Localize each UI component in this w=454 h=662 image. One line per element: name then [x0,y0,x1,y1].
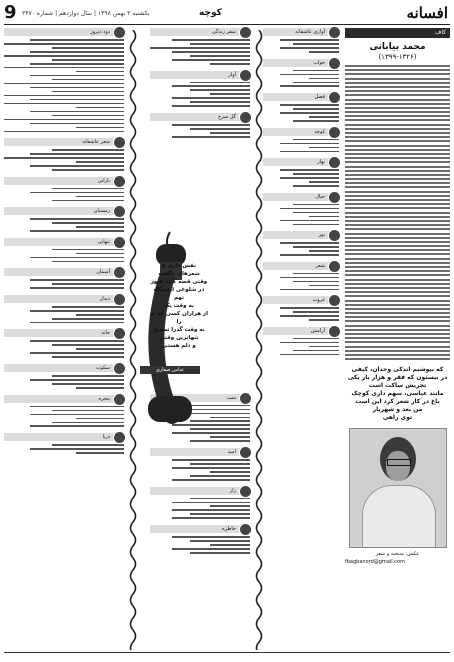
poem-block [263,327,339,356]
poem-block [263,28,339,53]
poem-block [4,177,124,202]
footer-rule [4,652,450,653]
poem-block [4,433,124,454]
poem-block [150,525,250,554]
poem-block [263,59,339,88]
poet-avatar-icon [328,126,341,139]
section-title: کوچه [199,8,222,18]
poem-title: کوچه [314,128,325,135]
poem-block [4,138,124,171]
poet-avatar-icon [239,485,252,498]
poem-line: مانند عباسی، سهم داری کوچک [351,390,444,398]
poet-avatar-icon [113,431,126,444]
poem-line: تجریش ساکت است [368,382,427,390]
poet-avatar-icon [328,191,341,204]
poem-block [4,28,124,132]
photo-caption: عکس: منتخبه و شعر [375,551,420,558]
poem-block [150,487,250,520]
phone-poem-credit: عباس صفاری [140,366,200,374]
poet-avatar-icon [328,91,341,104]
poet-avatar-icon [328,260,341,273]
poem-line: در بیستون که فقر و هزار بار یکی [347,374,448,382]
poem-line: توی راهی [382,414,413,422]
poem-line: که بپوشیم اندکی وجدان، کیفی [351,366,444,374]
poem-line: من بعد و شهریار [372,406,423,414]
poem-block [4,207,124,232]
poem-title: خانه [101,330,110,337]
page-header [4,4,450,25]
poem-title: خیال [315,193,325,200]
sidebar-band: کاف [345,28,450,38]
poem-title: دریا [102,434,110,441]
poem-title: آرامش [310,327,325,334]
poet-name: محمد بیابانی [369,42,426,52]
newspaper-logo: افسانه [406,4,448,22]
poet-avatar-icon [328,26,341,39]
sidebar-poem [345,366,450,422]
poem-title: تنهایی [97,238,110,245]
poem-title: آسمان [96,269,110,276]
poet-avatar-icon [239,523,252,536]
poem-line: از هزاران کسی که تو را [150,311,208,325]
poem-title: زمستان [93,208,110,215]
poem-title: غروب [312,297,325,304]
poet-avatar-icon [239,26,252,39]
poet-avatar-icon [113,175,126,188]
page-number: 9 [4,2,17,23]
poem-title: امید [227,449,236,455]
poem-title: آوازی عاشقانه [295,29,325,35]
poem-block [263,296,339,321]
poet-avatar-icon [239,111,252,124]
poem-block [263,158,339,187]
poem-block [263,193,339,226]
poem-title: فصل [314,94,325,101]
poet-avatar-icon [328,57,341,70]
poem-block [150,113,250,138]
poem-block [263,128,339,153]
poem-title: آواز [228,71,236,78]
poet-avatar-icon [239,446,252,459]
poem-line: تنهاترین وقتی [159,335,199,341]
poet-avatar-icon [239,392,252,405]
date-line: یکشنبه ۳ بهمن ۱۳۹۸ | سال دوازدهم | شماره ۳۴۷۰ [22,10,150,17]
poet-avatar-icon [239,69,252,82]
poem-line: نفس داری غ [161,263,197,269]
poem-block [263,93,339,122]
poem-line: به وقت گذرا تسبیح [153,327,205,333]
poem-line: باغ در کار شعر کرد این است [355,398,440,406]
poem-title: نور [318,232,325,239]
poem-title: گل سرخ [218,114,236,120]
poem-title: بارانی [97,177,110,184]
poem-title: خواب [313,59,325,66]
poem-title: سکوت [95,365,110,372]
poem-title: بهار [317,159,325,166]
contact-email[interactable]: fbagbanord@gmail.com [345,559,405,566]
poet-years: (۱۳۹۹-۱۳۲۶) [378,53,417,61]
poem-line: وقتی قصه کنند هنوز [150,279,208,285]
poem-block [150,448,250,481]
poem-title: دود دیروز [90,29,110,35]
poem-block [263,262,339,291]
poet-avatar-icon [113,205,126,218]
poem-title: خاطره [222,526,236,533]
poem-title: شعر [315,262,325,269]
poet-avatar-icon [113,26,126,39]
poem-title: سفر زندگی [211,29,236,35]
poem-line: به وقت یک [164,303,194,309]
poem-block [263,231,339,256]
poem-line: در شلوغی ایستگاه تهم [153,287,205,301]
featured-poet-sidebar [345,28,450,656]
poem-block [150,28,250,65]
poem-line: شعرهای ناگفته [158,271,200,277]
poet-avatar-icon [328,229,341,242]
poet-avatar-icon [328,156,341,169]
column-right-inner [263,28,339,656]
poem-line: و دلم هستی [162,343,196,349]
poem-title: شعر عاشقانه [82,139,110,146]
poem-block [150,71,250,108]
poet-avatar-icon [328,325,341,338]
poet-biography [345,65,450,360]
poet-avatar-icon [328,294,341,307]
poet-photo [349,428,447,548]
poem-title: راز [229,487,236,494]
poem-title: پنجره [98,395,110,402]
poet-avatar-icon [113,136,126,149]
poem-title: دیدار [99,295,110,302]
phone-poem [148,262,210,350]
poem-title: شب [226,394,236,401]
